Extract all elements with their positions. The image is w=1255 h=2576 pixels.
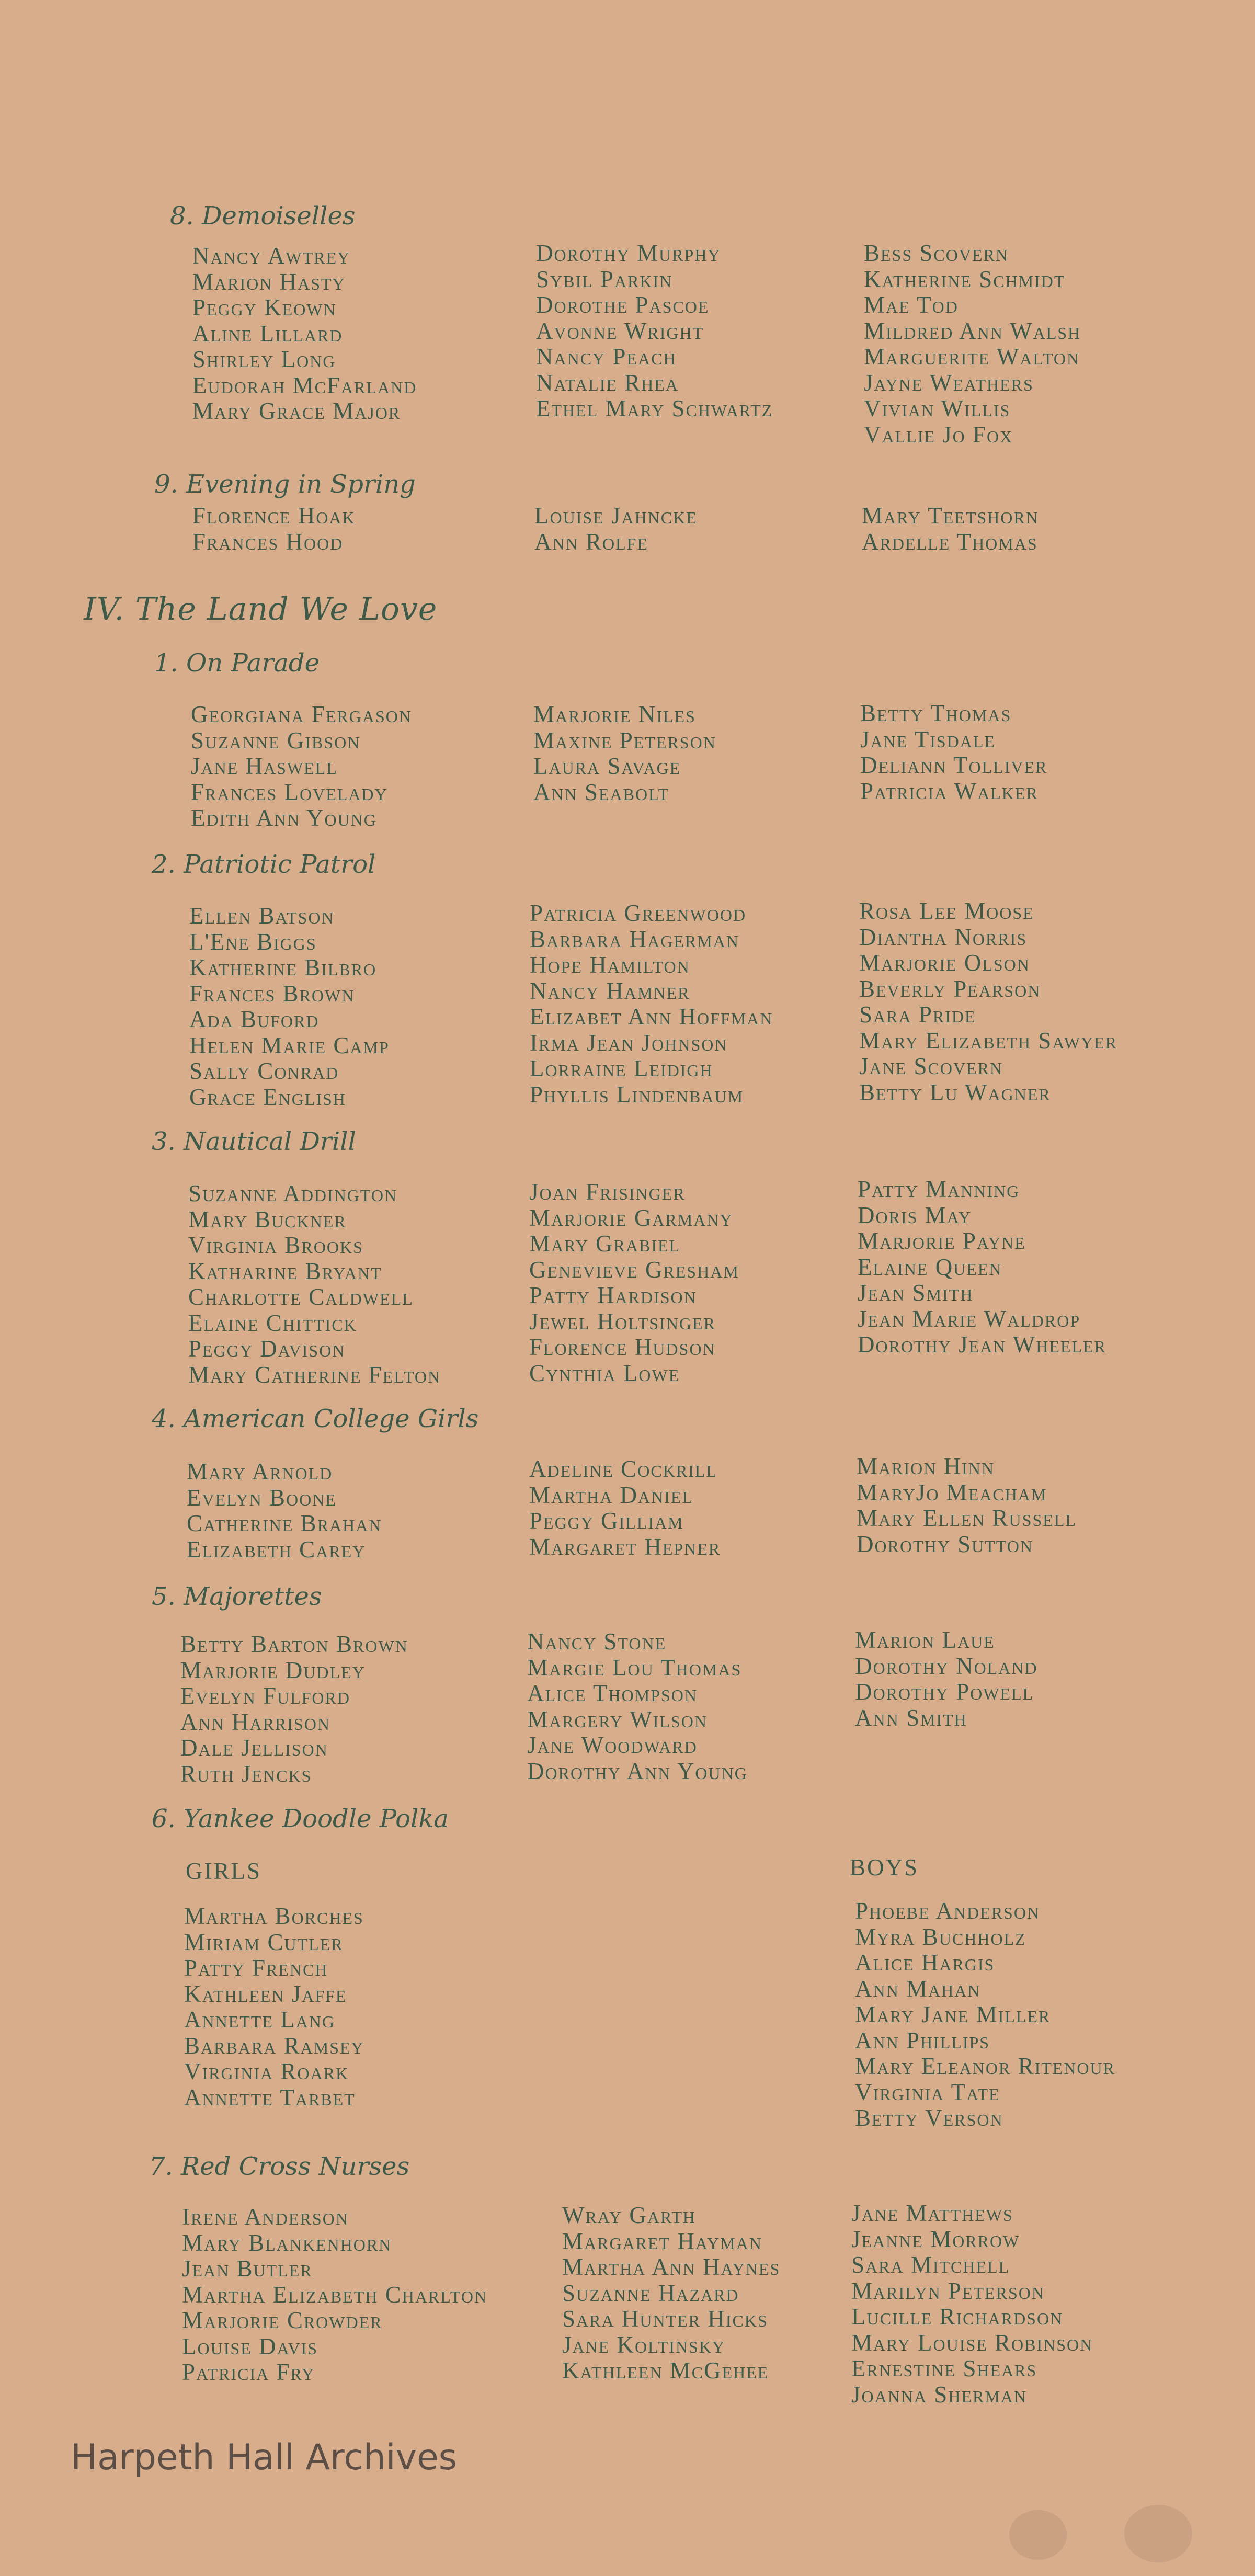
cast-name: Louise Jahncke	[534, 503, 698, 529]
cast-name: Mary Grabiel	[529, 1230, 681, 1257]
cast-name: Patty Manning	[858, 1176, 1020, 1202]
cast-name: Virginia Brooks	[188, 1232, 363, 1258]
red-cross-nurses-col-1	[182, 2204, 487, 2386]
cast-name: Martha Ann Haynes	[562, 2254, 781, 2280]
cast-name: Peggy Gilliam	[529, 1508, 684, 1534]
cast-name: Mary Arnold	[187, 1458, 333, 1485]
cast-name: Katharine Bryant	[188, 1258, 382, 1284]
cast-name: Cynthia Lowe	[529, 1360, 680, 1386]
cast-name: Catherine Brahan	[187, 1510, 382, 1536]
nautical-drill-col-1	[188, 1181, 441, 1388]
demoiselles-col-2	[536, 241, 773, 422]
cast-name: Jane Matthews	[851, 2200, 1013, 2226]
cast-name: Martha Borches	[184, 1903, 364, 1929]
cast-name: Margaret Hayman	[562, 2228, 762, 2254]
patriotic-patrol-title: 2. Patriotic Patrol	[152, 850, 376, 879]
cast-name: Martha Daniel	[529, 1481, 694, 1508]
cast-name: Shirley Long	[192, 346, 336, 372]
cast-name: Phyllis Lindenbaum	[530, 1081, 744, 1108]
cast-name: Dorothy Jean Wheeler	[858, 1331, 1106, 1358]
cast-name: Dorothy Sutton	[857, 1531, 1033, 1557]
cast-name: Patricia Fry	[182, 2359, 315, 2385]
cast-name: Vivian Willis	[864, 395, 1011, 421]
cast-name: Frances Brown	[189, 980, 355, 1007]
cast-name: Mary Elizabeth Sawyer	[859, 1027, 1117, 1054]
cast-name: Dorothy Murphy	[536, 240, 721, 266]
cast-name: Suzanne Addington	[188, 1180, 398, 1206]
cast-name: Patty Hardison	[529, 1282, 697, 1308]
cast-name: Elaine Chittick	[188, 1309, 357, 1336]
section-iv-title: IV. The Land We Love	[84, 591, 438, 628]
cast-name: Ann Rolfe	[534, 528, 648, 555]
red-cross-nurses-col-3	[851, 2201, 1093, 2408]
boys-label: BOYS	[850, 1854, 919, 1880]
cast-name: Vallie Jo Fox	[864, 421, 1013, 448]
cast-name: Marjorie Niles	[533, 701, 696, 727]
cast-name: Mary Ellen Russell	[857, 1505, 1077, 1531]
cast-name: Patty French	[184, 1955, 328, 1981]
cast-name: Mary Buckner	[188, 1206, 347, 1233]
patriotic-patrol-col-1	[189, 903, 390, 1110]
cast-name: Elaine Queen	[858, 1253, 1002, 1280]
cast-name: Marguerite Walton	[864, 344, 1080, 370]
yankee-doodle-polka-boys	[855, 1898, 1115, 2132]
cast-name: Barbara Ramsey	[184, 2032, 364, 2059]
evening-in-spring-col-2	[534, 503, 698, 555]
cast-name: Jayne Weathers	[864, 369, 1034, 396]
majorettes-col-3	[855, 1627, 1038, 1731]
cast-name: Diantha Norris	[859, 924, 1028, 950]
cast-name: Aline Lillard	[192, 320, 343, 347]
cast-name: Elizabet Ann Hoffman	[530, 1004, 773, 1030]
cast-name: Katherine Schmidt	[864, 266, 1066, 292]
cast-name: Frances Lovelady	[191, 779, 388, 805]
cast-name: Alice Hargis	[855, 1950, 995, 1976]
cast-name: Jean Butler	[182, 2255, 313, 2282]
cast-name: Kathleen McGehee	[562, 2357, 769, 2384]
cast-name: Laura Savage	[533, 753, 681, 779]
cast-name: Jane Scovern	[859, 1053, 1003, 1079]
cast-name: Suzanne Hazard	[562, 2279, 739, 2306]
cast-name: L'Ene Biggs	[189, 928, 317, 955]
cast-name: Marjorie Dudley	[180, 1657, 366, 1683]
cast-name: Nancy Awtrey	[192, 243, 351, 269]
cast-name: Frances Hood	[192, 528, 344, 555]
cast-name: Adeline Cockrill	[529, 1456, 717, 1482]
cast-name: Miriam Cutler	[184, 1929, 344, 1955]
cast-name: Betty Thomas	[860, 700, 1012, 726]
cast-name: Mary Eleanor Ritenour	[855, 2053, 1115, 2079]
cast-name: Mary Blankenhorn	[182, 2229, 392, 2256]
red-cross-nurses-col-2	[562, 2203, 780, 2384]
cast-name: Marion Laue	[855, 1627, 995, 1653]
cast-name: Marjorie Crowder	[182, 2307, 383, 2333]
american-college-girls-col-2	[529, 1456, 721, 1560]
cast-name: Wray Garth	[562, 2202, 697, 2228]
cast-name: Ada Buford	[189, 1006, 320, 1032]
paper-stain	[1124, 2505, 1192, 2562]
nautical-drill-col-3	[858, 1177, 1106, 1358]
cast-name: Sally Conrad	[189, 1058, 339, 1084]
cast-name: Ann Smith	[855, 1704, 967, 1731]
cast-name: Mary Grace Major	[192, 398, 401, 424]
cast-name: Ann Seabolt	[533, 779, 670, 805]
cast-name: Grace English	[189, 1084, 346, 1110]
girls-label: GIRLS	[186, 1858, 262, 1884]
cast-name: Irma Jean Johnson	[530, 1029, 728, 1056]
american-college-girls-title: 4. American College Girls	[152, 1404, 479, 1433]
cast-name: Suzanne Gibson	[191, 727, 361, 754]
cast-name: Mary Louise Robinson	[851, 2329, 1093, 2356]
demoiselles-col-3	[864, 241, 1081, 448]
cast-name: Marjorie Payne	[858, 1228, 1026, 1254]
cast-name: Marilyn Peterson	[851, 2277, 1045, 2304]
cast-name: Phoebe Anderson	[855, 1898, 1041, 1924]
cast-name: Annette Lang	[184, 2007, 335, 2033]
cast-name: Betty Lu Wagner	[859, 1079, 1051, 1105]
cast-name: Jane Woodward	[527, 1732, 698, 1758]
cast-name: Myra Buchholz	[855, 1923, 1026, 1950]
cast-name: Doris May	[858, 1202, 972, 1228]
cast-name: Beverly Pearson	[859, 975, 1041, 1002]
cast-name: Irene Anderson	[182, 2204, 349, 2230]
cast-name: Jane Tisdale	[860, 726, 996, 753]
paper-stain	[1009, 2510, 1067, 2560]
demoiselles-title: 8. Demoiselles	[170, 201, 356, 231]
cast-name: Lucille Richardson	[851, 2304, 1064, 2330]
evening-in-spring-col-3	[862, 503, 1039, 555]
cast-name: Dorothe Pascoe	[536, 292, 710, 318]
cast-name: Jean Marie Waldrop	[858, 1305, 1081, 1332]
cast-name: Mary Teetshorn	[862, 503, 1039, 529]
on-parade-col-3	[860, 701, 1047, 804]
cast-name: Patricia Greenwood	[530, 900, 747, 926]
majorettes-title: 5. Majorettes	[152, 1582, 322, 1611]
cast-name: Marion Hasty	[192, 268, 346, 295]
cast-name: Mildred Ann Walsh	[864, 317, 1081, 344]
cast-name: Ethel Mary Schwartz	[536, 395, 773, 421]
cast-name: Peggy Davison	[188, 1336, 346, 1362]
cast-name: Edith Ann Young	[191, 805, 377, 831]
cast-name: Barbara Hagerman	[530, 926, 739, 952]
nautical-drill-title: 3. Nautical Drill	[152, 1127, 356, 1156]
archive-watermark: Harpeth Hall Archives	[71, 2437, 458, 2478]
demoiselles-col-1	[192, 243, 417, 425]
cast-name: Martha Elizabeth Charlton	[182, 2281, 488, 2308]
cast-name: Elizabeth Carey	[187, 1536, 366, 1563]
cast-name: Virginia Roark	[184, 2058, 349, 2084]
yankee-doodle-polka-girls	[184, 1903, 364, 2111]
cast-name: Avonne Wright	[536, 317, 704, 344]
cast-name: Dorothy Noland	[855, 1652, 1038, 1679]
cast-name: Florence Hudson	[529, 1334, 716, 1360]
majorettes-col-2	[527, 1629, 748, 1784]
cast-name: Jane Koltinsky	[562, 2331, 726, 2358]
cast-name: Annette Tarbet	[184, 2084, 356, 2111]
on-parade-title: 1. On Parade	[154, 648, 320, 678]
cast-name: Florence Hoak	[192, 503, 356, 529]
cast-name: Ann Harrison	[180, 1708, 330, 1735]
cast-name: Lorraine Leidigh	[530, 1055, 713, 1081]
cast-name: Katherine Bilbro	[189, 954, 377, 981]
cast-name: Mary Jane Miller	[855, 2001, 1051, 2027]
cast-name: Patricia Walker	[860, 778, 1039, 804]
cast-name: Alice Thompson	[527, 1680, 698, 1706]
cast-name: Hope Hamilton	[530, 952, 690, 978]
cast-name: Nancy Stone	[527, 1628, 667, 1655]
cast-name: Mae Tod	[864, 292, 959, 318]
cast-name: Mary Catherine Felton	[188, 1361, 441, 1388]
cast-name: Dorothy Ann Young	[527, 1758, 748, 1784]
cast-name: MaryJo Meacham	[857, 1479, 1047, 1506]
cast-name: Margaret Hepner	[529, 1533, 721, 1560]
cast-name: Bess Scovern	[864, 240, 1009, 266]
cast-name: Maxine Peterson	[533, 727, 716, 754]
cast-name: Betty Verson	[855, 2105, 1003, 2131]
cast-name: Charlotte Caldwell	[188, 1284, 414, 1310]
cast-name: Nancy Hamner	[530, 977, 690, 1004]
cast-name: Eudorah McFarland	[192, 372, 417, 398]
red-cross-nurses-title: 7. Red Cross Nurses	[149, 2152, 410, 2181]
cast-name: Dale Jellison	[180, 1735, 328, 1761]
majorettes-col-1	[180, 1632, 408, 1787]
cast-name: Louise Davis	[182, 2333, 318, 2360]
cast-name: Betty Barton Brown	[180, 1631, 408, 1657]
evening-in-spring-title: 9. Evening in Spring	[154, 470, 416, 499]
cast-name: Joan Frisinger	[529, 1179, 686, 1205]
cast-name: Joanna Sherman	[851, 2381, 1028, 2408]
cast-name: Sara Pride	[859, 1001, 976, 1028]
cast-name: Ann Mahan	[855, 1975, 981, 2002]
on-parade-col-1	[191, 702, 412, 831]
cast-name: Sybil Parkin	[536, 266, 673, 292]
cast-name: Ernestine Shears	[851, 2355, 1037, 2381]
cast-name: Deliann Tolliver	[860, 752, 1048, 778]
patriotic-patrol-col-2	[530, 901, 773, 1108]
cast-name: Jeanne Morrow	[851, 2226, 1020, 2252]
cast-name: Sara Hunter Hicks	[562, 2306, 768, 2332]
nautical-drill-col-2	[529, 1179, 739, 1386]
cast-name: Marjorie Olson	[859, 950, 1030, 976]
cast-name: Virginia Tate	[855, 2079, 1000, 2105]
cast-name: Genevieve Gresham	[529, 1256, 739, 1283]
cast-name: Dorothy Powell	[855, 1679, 1034, 1705]
cast-name: Margery Wilson	[527, 1706, 708, 1732]
evening-in-spring-col-1	[192, 503, 356, 555]
cast-name: Marion Hinn	[857, 1453, 995, 1479]
cast-name: Marjorie Garmany	[529, 1204, 733, 1231]
on-parade-col-2	[533, 702, 716, 805]
yankee-doodle-polka-title: 6. Yankee Doodle Polka	[152, 1804, 449, 1833]
cast-name: Peggy Keown	[192, 294, 337, 321]
cast-name: Jane Haswell	[191, 753, 338, 779]
cast-name: Margie Lou Thomas	[527, 1654, 742, 1681]
american-college-girls-col-3	[857, 1454, 1077, 1557]
cast-name: Jewel Holtsinger	[529, 1308, 716, 1335]
cast-name: Rosa Lee Moose	[859, 898, 1034, 924]
cast-name: Nancy Peach	[536, 344, 677, 370]
cast-name: Natalie Rhea	[536, 369, 679, 396]
patriotic-patrol-col-3	[859, 898, 1117, 1105]
cast-name: Evelyn Boone	[187, 1484, 337, 1511]
cast-name: Georgiana Fergason	[191, 701, 412, 727]
cast-name: Ellen Batson	[189, 903, 335, 929]
cast-name: Ruth Jencks	[180, 1760, 312, 1787]
american-college-girls-col-1	[187, 1459, 382, 1563]
cast-name: Ardelle Thomas	[862, 528, 1038, 555]
cast-name: Sara Mitchell	[851, 2252, 1010, 2278]
cast-name: Evelyn Fulford	[180, 1683, 350, 1709]
cast-name: Kathleen Jaffe	[184, 1980, 347, 2007]
cast-name: Helen Marie Camp	[189, 1032, 390, 1058]
cast-name: Jean Smith	[858, 1280, 974, 1306]
cast-name: Ann Phillips	[855, 2027, 990, 2054]
